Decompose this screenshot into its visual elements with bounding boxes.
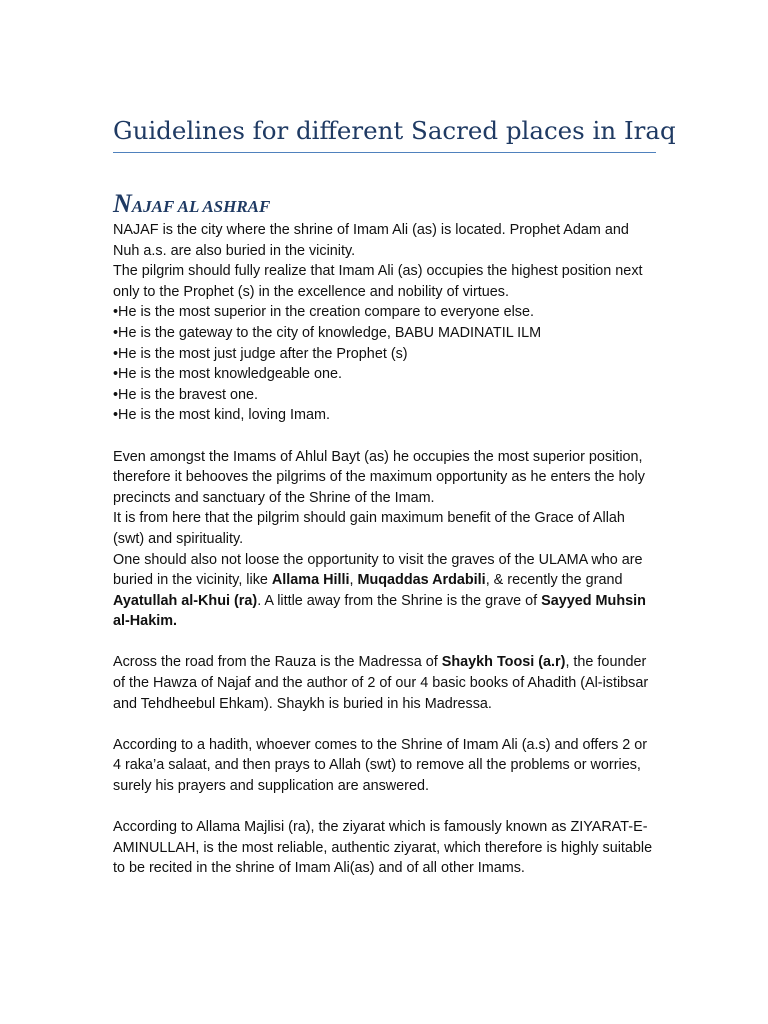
list-item-text: He is the most just judge after the Prophet (s) (118, 345, 408, 362)
section-body (113, 220, 658, 879)
list-item (113, 323, 658, 344)
grace-paragraph: It is from here that the pilgrim should gain maximum benefit of the Grace of Allah (swt) and spirituality. (113, 510, 625, 547)
ulama-name-sayyed-muhsin: Sayyed Muhsin al-Hakim. (113, 592, 646, 630)
section-heading-initial: N (113, 189, 132, 218)
list-item-text: He is the bravest one. (118, 386, 259, 403)
list-item-text: He is the most knowledgeable one. (118, 366, 343, 383)
bullet-icon: • (113, 407, 119, 424)
bullet-icon: • (113, 345, 119, 362)
paragraph-gap (113, 714, 658, 735)
virtues-list (113, 302, 658, 426)
ulama-name-allama-hilli: Allama Hilli (271, 572, 350, 589)
section-heading-najaf (113, 189, 658, 218)
list-item (113, 364, 658, 385)
ulama-text-2: , (349, 572, 358, 589)
imams-paragraph: Even amongst the Imams of Ahlul Bayt (as) he occupies the most superior position, therefore it behooves the pilgrims of the maximum opportunity as he enters the holy precincts and sanctuary of the Shrine of the Imam. (113, 448, 645, 506)
paragraph-gap (113, 632, 658, 653)
madressa-name-shaykh-toosi: Shaykh Toosi (a.r) (441, 654, 566, 671)
intro-paragraph-1: NAJAF is the city where the shrine of Imam Ali (as) is located. Prophet Adam and Nuh a.s. are also buried in the vicinity. (113, 222, 629, 259)
paragraph-gap (113, 426, 658, 447)
intro-paragraph-2: The pilgrim should fully realize that Imam Ali (as) occupies the highest position next only to the Prophet (s) in the excellence and nobility of virtues. (113, 263, 643, 300)
paragraph-gap (113, 797, 658, 818)
section-heading-rest: AJAF AL ASHRAF (131, 197, 271, 216)
ulama-text-4: . A little away from the Shrine is the grave of (257, 592, 542, 609)
document-page (113, 0, 676, 879)
bullet-icon: • (113, 304, 119, 321)
bullet-icon: • (113, 324, 119, 341)
ziyarat-paragraph: According to Allama Majlisi (ra), the ziyarat which is famously known as ZIYARAT-E-AMINULLAH, is the most reliable, authentic ziyarat, which therefore is highly suitable to be recited in the shrine of Imam Ali(as) and of all other Imams. (113, 819, 653, 877)
ulama-text-3: , & recently the grand (485, 572, 623, 589)
list-item (113, 385, 658, 406)
ulama-name-muqaddas-ardabili: Muqaddas Ardabili (357, 572, 486, 589)
list-item-text: He is the most kind, loving Imam. (118, 407, 330, 424)
list-item (113, 344, 658, 365)
list-item-text: He is the gateway to the city of knowledge, BABU MADINATIL ILM (118, 324, 542, 341)
ulama-paragraph (113, 550, 658, 632)
madressa-text-1: Across the road from the Rauza is the Madressa of (113, 654, 442, 671)
list-item-text: He is the most superior in the creation compare to everyone else. (118, 304, 534, 321)
list-item (113, 405, 658, 426)
bullet-icon: • (113, 386, 119, 403)
ulama-text-1: One should also not loose the opportunity to visit the graves of the ULAMA who are buried in the vicinity, like (113, 551, 643, 589)
document-title: Guidelines for different Sacred places in Iraq (113, 116, 676, 145)
title-underline (113, 152, 656, 153)
list-item (113, 302, 658, 323)
ulama-name-ayatullah-al-khui: Ayatullah al-Khui (ra) (113, 592, 258, 609)
hadith-paragraph: According to a hadith, whoever comes to the Shrine of Imam Ali (a.s) and offers 2 or 4 raka’a salaat, and then prays to Allah (swt) to remove all the problems or worries, surely his prayers and supplication are answered. (113, 736, 648, 795)
bullet-icon: • (113, 366, 119, 383)
madressa-paragraph (113, 652, 658, 714)
madressa-text-2: , the founder of the Hawza of Najaf and the author of 2 of our 4 basic books of Ahadith (Al-istibsar and Tehdheebul Ehkam). Shaykh is buried in his Madressa. (113, 654, 649, 712)
